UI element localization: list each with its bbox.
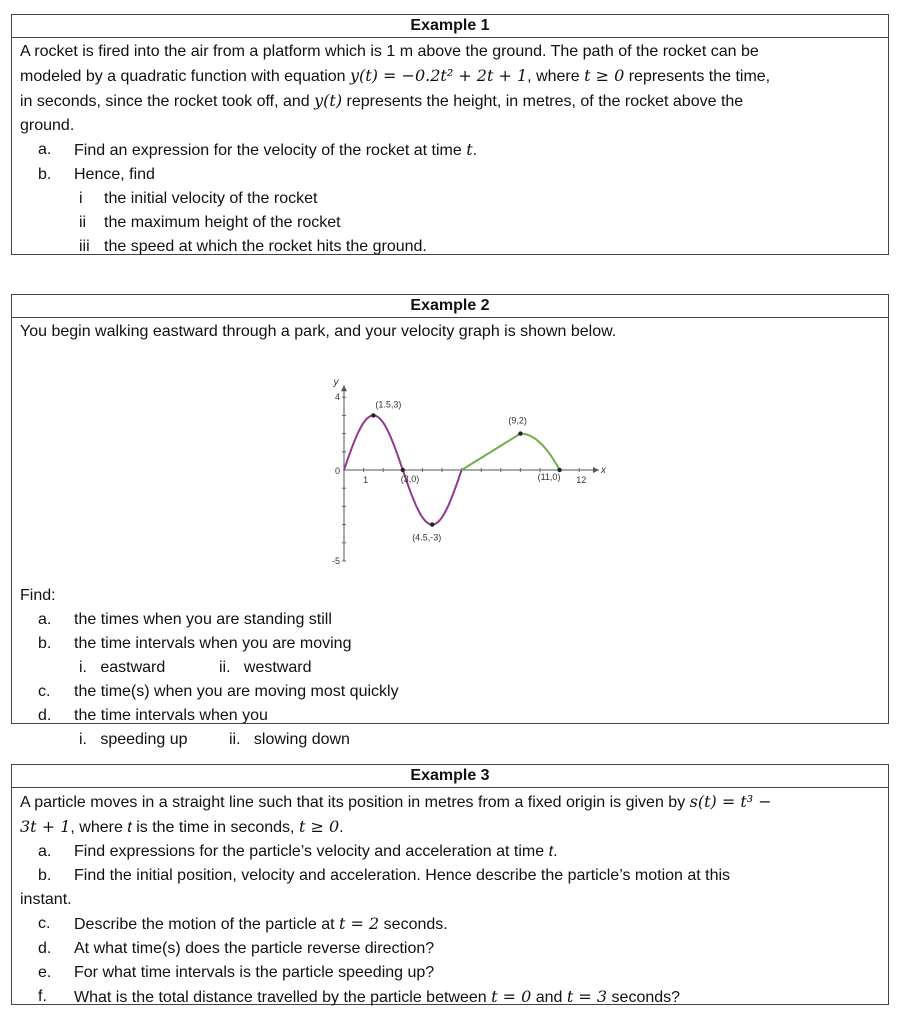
data-point-label: (9,2) xyxy=(508,415,527,426)
example-1-title: Example 1 xyxy=(12,15,888,38)
series-linear-line xyxy=(462,434,521,470)
example-1-question-b: b. Hence, find xyxy=(38,166,155,183)
velocity-graph-svg xyxy=(310,344,630,578)
series-parabola-line xyxy=(520,434,559,470)
example-1-intro-line-3: in seconds, since the rocket took off, and y(t) represents the height, in metres, of the rocket above the xyxy=(20,91,744,110)
x-tick-label-12: 12 xyxy=(576,475,587,485)
example-1-question-a: a. Find an expression for the velocity of the rocket at time t. xyxy=(38,140,478,159)
example-2-question-b-options: i. eastward ii. westward xyxy=(79,659,312,676)
example-3-question-c: c. Describe the motion of the particle at t = 2 seconds. xyxy=(38,914,448,933)
example-1-sub-i: i the initial velocity of the rocket xyxy=(79,190,318,207)
data-point xyxy=(430,522,434,526)
example-2-question-c: c. the time(s) when you are moving most quickly xyxy=(38,683,399,700)
example-2-question-d-options: i. speeding up ii. slowing down xyxy=(79,731,350,748)
example-2-question-d: d. the time intervals when you xyxy=(38,707,268,724)
y-axis-arrow xyxy=(341,385,347,391)
data-point xyxy=(518,431,522,435)
example-1-sub-ii: ii the maximum height of the rocket xyxy=(79,214,341,231)
example-3-question-b: b. Find the initial position, velocity and acceleration. Hence describe the particle’s motion at this xyxy=(38,867,731,884)
example-3-question-d: d. At what time(s) does the particle reverse direction? xyxy=(38,940,435,957)
example-2-question-a: a. the times when you are standing still xyxy=(38,611,332,628)
example-1-intro-line-4: ground. xyxy=(20,117,75,134)
example-1-box xyxy=(11,14,889,255)
x-tick-label-0: 0 xyxy=(334,466,340,476)
data-point xyxy=(371,413,375,417)
example-2-intro: You begin walking eastward through a park, and your velocity graph is shown below. xyxy=(20,323,617,340)
example-3-question-f: f. What is the total distance travelled by the particle between t = 0 and t = 3 seconds? xyxy=(38,987,681,1006)
x-axis-arrow xyxy=(593,467,599,473)
example-3-question-b-continued: instant. xyxy=(20,891,72,908)
example-3-intro-line-2: 3t + 1, where t is the time in seconds, t ≥ 0. xyxy=(20,817,344,836)
data-point-label: (11,0) xyxy=(537,472,561,482)
velocity-graph xyxy=(20,344,880,584)
example-3-question-e: e. For what time intervals is the particle speeding up? xyxy=(38,964,435,981)
example-1-sub-iii: iii the speed at which the rocket hits the ground. xyxy=(79,238,427,255)
y-tick-label-neg5: -5 xyxy=(331,556,340,566)
x-axis-label: x xyxy=(601,465,606,476)
y-tick-label-4: 4 xyxy=(334,392,340,403)
example-3-box xyxy=(11,764,889,1005)
y-axis-label: y xyxy=(333,377,339,389)
example-2-find-label: Find: xyxy=(20,587,56,604)
example-1-intro-line-2: modeled by a quadratic function with equation y(t) = −0.2t² + 2t + 1, where t ≥ 0 represents the time, xyxy=(20,66,771,85)
data-point-label: (3,0) xyxy=(400,474,420,484)
x-tick-label-1: 1 xyxy=(363,475,369,485)
example-1-intro-line-1: A rocket is fired into the air from a platform which is 1 m above the ground. The path of the rocket can be xyxy=(20,43,759,60)
data-point-label: (4.5,-3) xyxy=(412,532,442,543)
data-point xyxy=(401,468,405,472)
example-2-box xyxy=(11,294,889,748)
example-2-title: Example 2 xyxy=(12,295,888,318)
example-3-intro-line-1: A particle moves in a straight line such that its position in metres from a fixed origin is given by s(t) = t³ − xyxy=(20,792,772,811)
data-point-label: (1.5,3) xyxy=(375,399,402,410)
example-3-title: Example 3 xyxy=(12,765,888,788)
example-3-question-a: a. Find expressions for the particle’s velocity and acceleration at time t. xyxy=(38,843,558,860)
example-2-question-b: b. the time intervals when you are moving xyxy=(38,635,352,652)
